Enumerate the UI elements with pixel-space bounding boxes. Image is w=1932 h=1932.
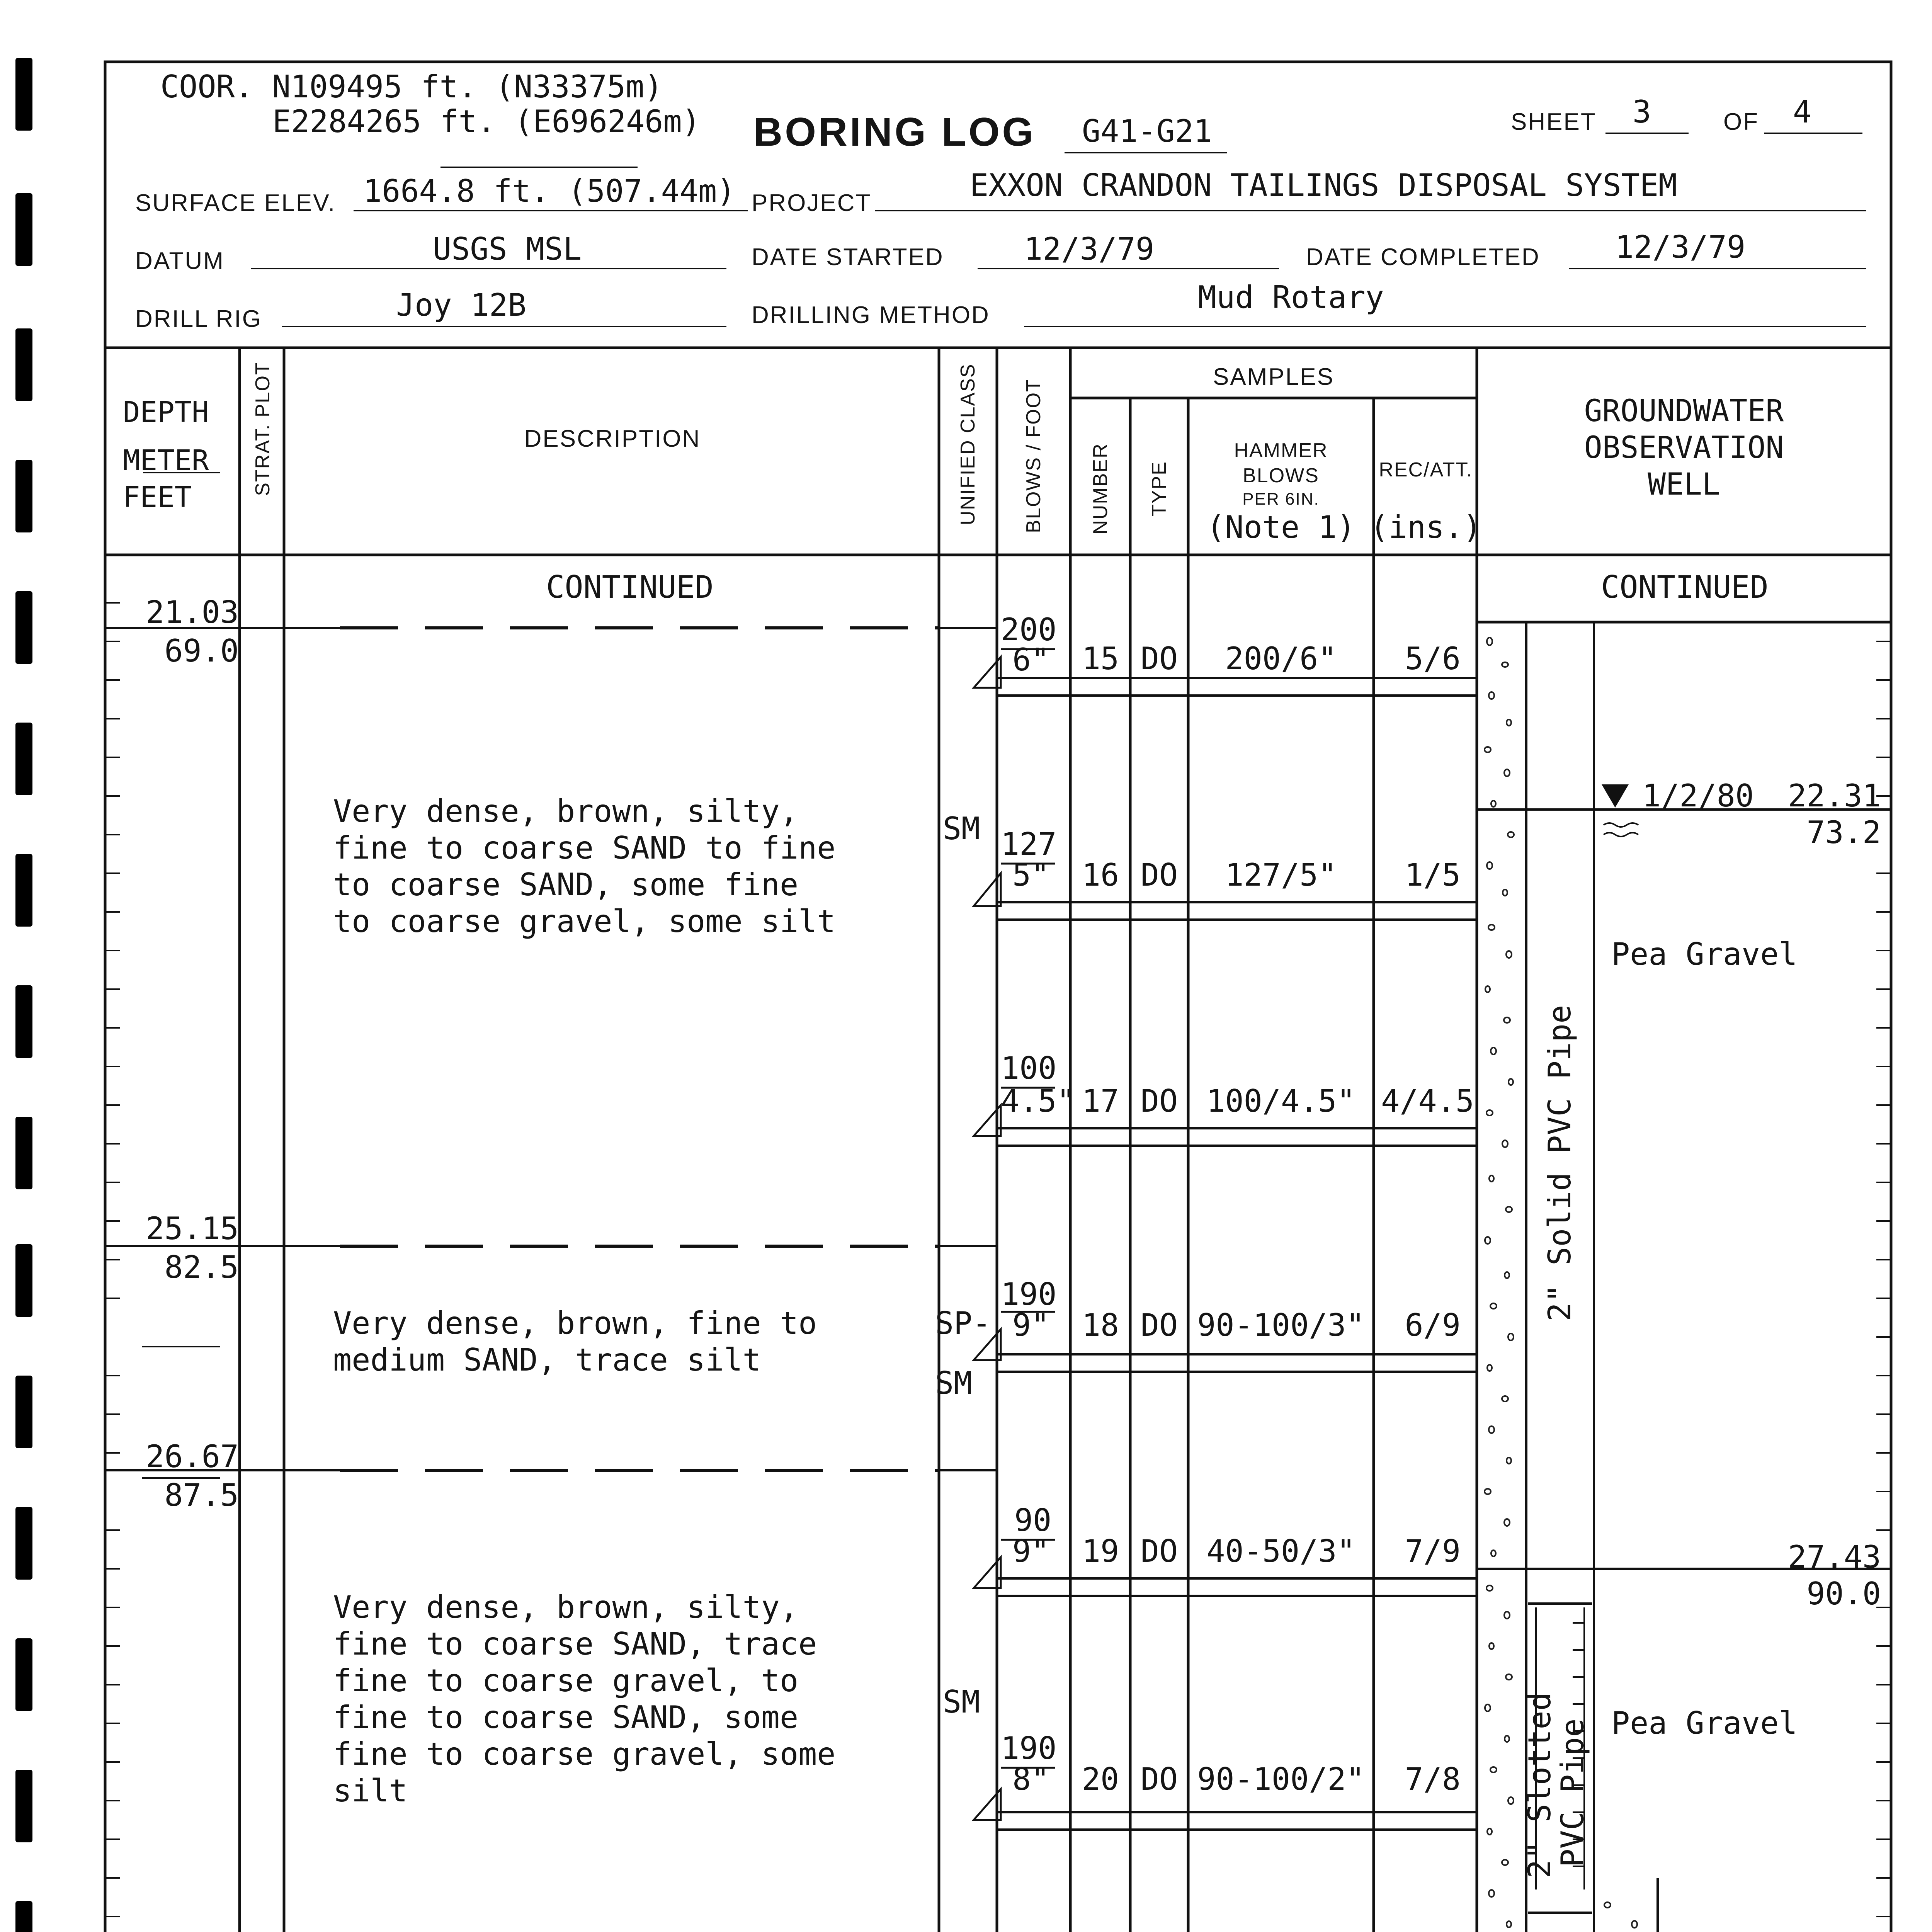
date-completed-label: DATE COMPLETED: [1306, 244, 1540, 270]
col-blows-foot: BLOWS / FOOT: [1022, 379, 1045, 533]
hammer-blows: 200/6": [1225, 641, 1337, 677]
page-title: BORING LOG: [753, 110, 1036, 155]
depth-feet: 87.5: [164, 1477, 239, 1513]
blows-numerator: 190: [1001, 1730, 1057, 1766]
col-hammer-3: PER 6IN.: [1242, 490, 1320, 509]
slotted-pipe-label: 2" Slotted: [1522, 1692, 1558, 1878]
drill-rig-value: Joy 12B: [396, 287, 527, 323]
blows-denominator: 4.5": [1001, 1083, 1075, 1119]
blows-numerator: 127: [1001, 826, 1057, 862]
sample-number: 17: [1082, 1083, 1119, 1119]
date-started-label: DATE STARTED: [752, 244, 944, 270]
col-samples: SAMPLES: [1213, 364, 1334, 390]
description-line: fine to coarse gravel, to: [333, 1663, 799, 1699]
blows-numerator: 200: [1001, 612, 1057, 648]
sheet-label: SHEET: [1511, 109, 1597, 135]
description-line: to coarse SAND, some fine: [333, 867, 799, 903]
description-line: to coarse gravel, some silt: [333, 903, 836, 939]
description-line: fine to coarse SAND, trace: [333, 1626, 817, 1662]
blows-denominator: 9": [1012, 1533, 1050, 1569]
col-well: WELL: [1648, 467, 1720, 502]
uscs-class: SP-: [935, 1305, 991, 1341]
surface-elev-label: SURFACE ELEV.: [135, 190, 336, 216]
col-rec-att: REC/ATT.: [1379, 459, 1473, 481]
date-completed-value: 12/3/79: [1615, 229, 1746, 265]
depth-meter: 25.15: [146, 1211, 239, 1247]
uscs-class: SM: [943, 811, 980, 847]
drilling-method-value: Mud Rotary: [1198, 279, 1384, 315]
sample-type: DO: [1140, 1533, 1178, 1569]
col-observation: OBSERVATION: [1584, 430, 1784, 465]
water-level-date: 1/2/80: [1642, 778, 1754, 814]
blows-denominator: 6": [1012, 642, 1050, 678]
project-label: PROJECT: [752, 190, 872, 216]
hammer-blows: 100/4.5": [1206, 1083, 1355, 1119]
slotted-pipe-label: PVC Pipe: [1554, 1718, 1590, 1867]
col-type: TYPE: [1148, 461, 1170, 517]
depth-meter: 26.67: [146, 1439, 239, 1475]
col-number: NUMBER: [1089, 443, 1112, 535]
recovery: 7/8: [1405, 1761, 1461, 1797]
description-line: Very dense, brown, silty,: [333, 793, 799, 829]
description-line: Very dense, brown, fine to: [333, 1305, 817, 1341]
blows-numerator: 100: [1001, 1050, 1057, 1086]
recovery: 6/9: [1405, 1307, 1461, 1343]
description-line: Very dense, brown, silty,: [333, 1589, 799, 1625]
col-hammer-2: BLOWS: [1243, 464, 1319, 487]
datum-value: USGS MSL: [433, 231, 582, 267]
datum-label: DATUM: [135, 248, 224, 274]
pea-gravel-label: Pea Gravel: [1611, 1705, 1798, 1741]
water-level-meter: 22.31: [1788, 778, 1881, 814]
blows-numerator: 190: [1001, 1276, 1057, 1312]
blows-denominator: 8": [1012, 1761, 1050, 1797]
hammer-blows: 40-50/3": [1206, 1533, 1355, 1569]
hammer-blows: 90-100/2": [1197, 1761, 1365, 1797]
blows-denominator: 5": [1012, 857, 1050, 893]
depth-feet: 69.0: [164, 633, 239, 669]
of-label: OF: [1723, 109, 1759, 135]
sample-number: 18: [1082, 1307, 1119, 1343]
water-level-feet: 73.2: [1806, 815, 1881, 850]
pea-gravel-label: Pea Gravel: [1611, 936, 1798, 972]
sample-type: DO: [1140, 1083, 1178, 1119]
drill-rig-label: DRILL RIG: [135, 306, 262, 332]
description-line: fine to coarse SAND, some: [333, 1699, 799, 1735]
project-value: EXXON CRANDON TAILINGS DISPOSAL SYSTEM: [970, 167, 1677, 203]
well-continued: CONTINUED: [1601, 569, 1769, 605]
hammer-blows: 90-100/3": [1197, 1307, 1365, 1343]
coordinates-north: COOR. N109495 ft. (N33375m): [160, 69, 663, 105]
description-continued: CONTINUED: [546, 569, 714, 605]
uscs-class: SM: [935, 1365, 973, 1401]
depth-feet: 82.5: [164, 1249, 239, 1285]
depth-meter: 21.03: [146, 594, 239, 630]
hammer-blows: 127/5": [1225, 857, 1337, 893]
sample-type: DO: [1140, 857, 1178, 893]
surface-elev-value: 1664.8 ft. (507.44m): [363, 173, 736, 209]
sample-number: 15: [1082, 641, 1119, 677]
col-unified-class: UNIFIED CLASS: [957, 363, 979, 526]
sample-type: DO: [1140, 1307, 1178, 1343]
sample-number: 16: [1082, 857, 1119, 893]
screen-top-feet: 90.0: [1806, 1576, 1881, 1612]
screen-top-meter: 27.43: [1788, 1539, 1881, 1575]
sheet-total: 4: [1793, 94, 1812, 130]
col-meter: METER: [123, 444, 209, 477]
description-line: fine to coarse SAND to fine: [333, 830, 836, 866]
blows-denominator: 9": [1012, 1307, 1050, 1343]
date-started-value: 12/3/79: [1024, 231, 1155, 267]
sheet-number: 3: [1633, 94, 1651, 130]
sample-number: 20: [1082, 1761, 1119, 1797]
description-line: fine to coarse gravel, some: [333, 1736, 836, 1772]
blows-numerator: 90: [1014, 1502, 1052, 1538]
col-feet: FEET: [123, 481, 192, 514]
solid-pvc-pipe-label: 2" Solid PVC Pipe: [1542, 1005, 1578, 1321]
recovery: 4/4.5: [1381, 1083, 1474, 1119]
recovery: 7/9: [1405, 1533, 1461, 1569]
boring-id: G41-G21: [1082, 113, 1213, 149]
sample-type: DO: [1140, 641, 1178, 677]
drilling-method-label: DRILLING METHOD: [752, 302, 990, 328]
description-line: silt: [333, 1773, 408, 1809]
col-description: DESCRIPTION: [524, 425, 701, 452]
sample-number: 19: [1082, 1533, 1119, 1569]
recovery: 1/5: [1405, 857, 1461, 893]
description-line: medium SAND, trace silt: [333, 1342, 761, 1378]
recovery: 5/6: [1405, 641, 1461, 677]
col-strat-plot: STRAT. PLOT: [252, 362, 274, 496]
col-hammer-note: (Note 1): [1206, 509, 1355, 545]
col-hammer-1: HAMMER: [1234, 439, 1328, 462]
uscs-class: SM: [943, 1684, 980, 1720]
col-ins: (ins.): [1370, 509, 1482, 545]
col-depth: DEPTH: [123, 396, 209, 429]
col-groundwater: GROUNDWATER: [1584, 394, 1784, 429]
coordinates-east: E2284265 ft. (E696246m): [272, 104, 701, 139]
sample-type: DO: [1140, 1761, 1178, 1797]
